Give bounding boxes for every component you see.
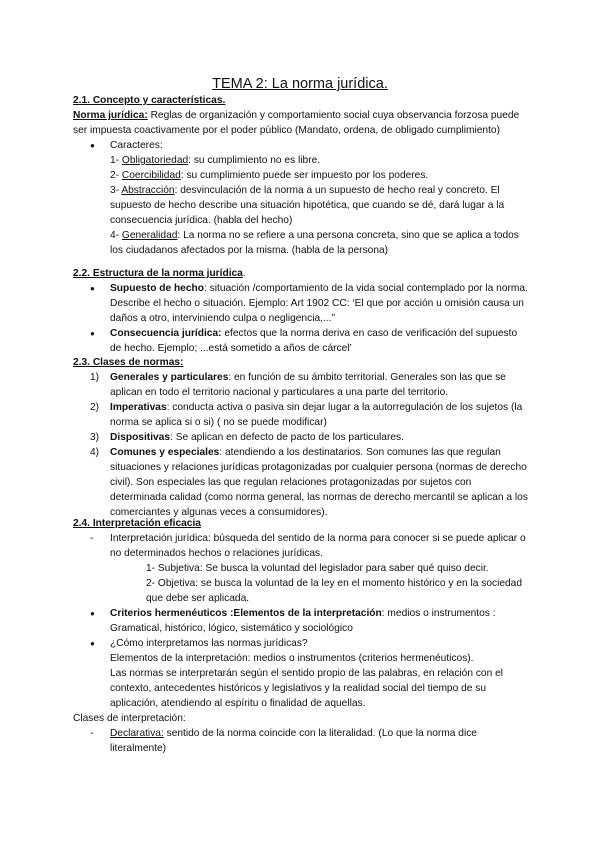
item-text: : su cumplimiento puede ser impuesto por los poderes. — [180, 170, 429, 181]
section-heading-line — [73, 266, 533, 281]
item-term: Generales y particulares — [110, 372, 229, 383]
sub-list — [73, 561, 528, 606]
item-prefix: 2- — [110, 170, 122, 181]
paragraph-block — [73, 651, 528, 711]
list-item — [73, 606, 528, 636]
dash-marker: - — [90, 533, 94, 544]
caracteres-list — [73, 153, 528, 258]
item-term: Imperativas — [110, 402, 167, 413]
item-text: : en función de su ámbito territorial. Generales son las que se aplican en todo el territorio nacional y particulares a una parte del territorio. — [110, 372, 506, 398]
item-number: 3) — [90, 432, 100, 443]
list-item: 2- Objetiva: se busca la voluntad de la ley en el momento histórico y en la sociedad que debe ser aplicada. — [146, 578, 523, 604]
section-heading: 2.1. Concepto y características. — [73, 95, 226, 106]
item-text: : conducta activa o pasiva sin dejar lugar a la autorregulación de los sujetos (la norma se aplica si o si) ( no se puede modificar) — [110, 402, 523, 428]
list-item — [110, 153, 528, 168]
paragraph: Las normas se interpretarán según el sentido propio de las palabras, en relación con el contexto, antecedentes históricos y legislativos y la realidad social del tiempo de su aplicación, atendiendo al espíritu o finalidad de aquellas. — [110, 668, 504, 709]
item-text: : su cumplimiento no es libre. — [188, 155, 321, 166]
bullet-icon: ● — [90, 609, 95, 618]
item-term: Generalidad — [121, 230, 178, 241]
section-estructura — [73, 266, 533, 356]
list-item — [73, 138, 533, 153]
definition-term: Norma jurídica: — [73, 110, 148, 121]
item-prefix: 4- — [110, 230, 122, 241]
paragraph: Elementos de la interpretación: medios o instrumentos (criterios hermenéuticos). — [110, 653, 474, 664]
list-item — [73, 326, 528, 356]
item-number: 1) — [90, 372, 100, 383]
item-term: Abstracción — [121, 185, 175, 196]
list-item — [73, 531, 528, 561]
section-heading: 2.3. Clases de normas: — [73, 357, 184, 368]
dash-marker: - — [90, 728, 94, 739]
item-term: Dispositivas — [110, 432, 171, 443]
bullet-icon: ● — [90, 284, 95, 293]
section-heading: 2.4. Interpretación eficacia — [73, 518, 201, 529]
heading-dot: . — [242, 268, 246, 279]
list-item — [73, 400, 528, 430]
section-heading: 2.2. Estructura de la norma jurídica — [73, 268, 243, 279]
item-prefix: 3- — [110, 185, 122, 196]
bullet-icon: ● — [90, 141, 95, 150]
item-text: : desvinculación de la norma a un supuesto de hecho real y concreto. El supuesto de hecho describe una situación hipotética, que cuando se dé, dará lugar a la consecuencia jurídica. (habla del hecho) — [110, 185, 505, 226]
item-term: Consecuencia jurídica: — [110, 328, 222, 339]
item-term: Declarativa: — [110, 728, 164, 739]
item-text: ¿Cómo interpretamos las normas jurídicas? — [110, 638, 308, 649]
definition-text: Reglas de organización y comportamiento social cuya observancia forzosa puede ser impuesta coactivamente por el poder público (Mandato, ordena, de obligado cumplimiento) — [73, 110, 520, 136]
item-term: Comunes y especiales — [110, 447, 220, 458]
list-item — [73, 726, 528, 756]
item-term: Supuesto de hecho — [110, 283, 204, 294]
item-text: : La norma no se refiere a una persona concreta, sino que se aplica a todos los ciudadanos afectados por la misma. (habla de la persona) — [110, 230, 519, 256]
list-item — [73, 370, 528, 400]
item-number: 4) — [90, 447, 100, 458]
item-text: : situación /comportamiento de la vida social contemplado por la norma. Describe el hecho o situación. Ejemplo: Art 1902 CC: ‘El que por acción u omisión causa un daños a otro, interviniendo culpa o negligencia,...” — [110, 283, 528, 324]
item-number: 2) — [90, 402, 100, 413]
item-term: Obligatoriedad — [121, 155, 189, 166]
item-text: : medios o instrumentos : Gramatical, histórico, lógico, sistemático y sociológico — [110, 608, 496, 634]
section-concepto — [73, 93, 533, 258]
section-clases — [73, 355, 533, 520]
section-interpretacion — [73, 516, 533, 756]
list-item — [73, 281, 528, 326]
item-prefix: 1- — [110, 155, 122, 166]
list-item — [110, 183, 528, 228]
item-text: : atendiendo a los destinatarios. Son comunes las que regulan situaciones y relaciones jurídicas protagonizadas por cualquier persona (normas de derecho civil). Son especiales las que regulan relaciones protagonizadas por sujetos con determinada calidad (como norma general, las normas de derecho mercantil se aplican a los comerciantes y algunas veces a consumidores). — [110, 447, 528, 518]
page-title: TEMA 2: La norma jurídica. — [212, 76, 388, 92]
list-item: 1- Subjetiva: Se busca la voluntad del legislador para saber qué quiso decir. — [146, 563, 489, 574]
item-text: sentido de la norma coincide con la literalidad. (Lo que la norma dice literalmente) — [110, 728, 477, 754]
list-item — [73, 445, 528, 520]
list-item — [110, 228, 528, 258]
item-term: Criterios hermenéuticos :Elementos de la interpretación — [110, 608, 382, 619]
bullet-icon: ● — [90, 329, 95, 338]
item-text: Interpretación jurídica: búsqueda del sentido de la norma para conocer si se puede aplicar o no determinados hechos o relaciones jurídicas. — [110, 533, 526, 559]
list-item — [73, 430, 528, 445]
definition-paragraph — [73, 108, 528, 138]
clases-label: Clases de interpretación: — [73, 713, 186, 724]
item-term: Coercibilidad — [121, 170, 181, 181]
list-item — [73, 636, 528, 651]
list-item — [110, 168, 528, 183]
caracteres-label: Caracteres: — [110, 140, 163, 151]
item-text: efectos que la norma deriva en caso de verificación del supuesto de hecho. Ejemplo; ...está sometido a años de cárcel’ — [110, 328, 518, 354]
bullet-icon: ● — [90, 639, 95, 648]
item-text: : Se aplican en defecto de pacto de los particulares. — [170, 432, 404, 443]
